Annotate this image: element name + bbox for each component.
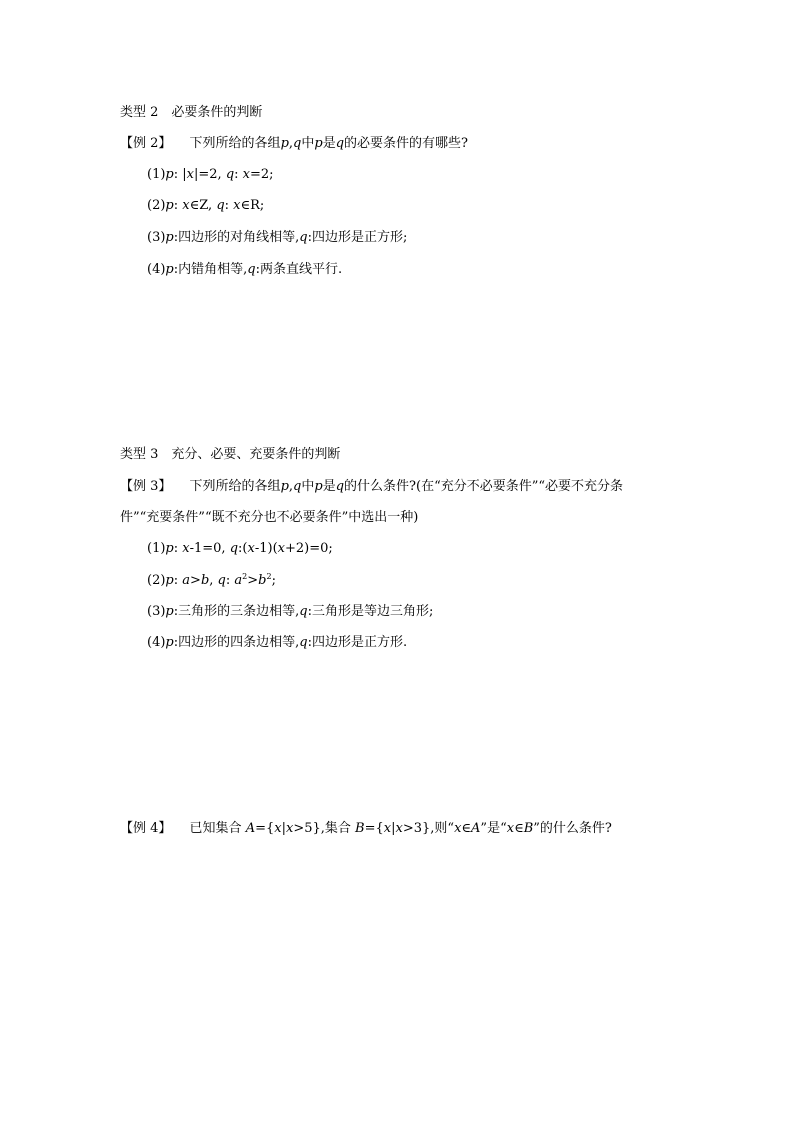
var-p: p: [280, 136, 289, 151]
example-3-item-2: (2)p: a>b, q: $a^2>b^2$;: [147, 572, 276, 588]
example-4-question: 【例 4】 已知集合 A={x|x>5},集合 B={x|x>3},则“x∈A”是“x∈B”的什么条件?: [120, 821, 612, 836]
section-heading-type2: 类型 2 必要条件的判断: [120, 105, 263, 120]
section-heading-type3: 类型 3 充分、必要、充要条件的判断: [120, 447, 341, 462]
example-2-question: 【例 2】 下列所给的各组p,q中p是q的必要条件的有哪些?: [120, 136, 469, 151]
example-3-item-3: (3)p:三角形的三条边相等,q:三角形是等边三角形;: [147, 604, 434, 619]
example-3-question: 【例 3】 下列所给的各组p,q中p是q的什么条件?(在“充分不必要条件”“必要不充分条: [120, 479, 624, 494]
example-2-item-2: (2)p: x∈Z, q: x∈R;: [147, 198, 265, 213]
example-tag: 【例 3】: [120, 479, 172, 494]
example-3-item-4: (4)p:四边形的四条边相等,q:四边形是正方形.: [147, 635, 408, 650]
example-2-item-4: (4)p:内错角相等,q:两条直线平行.: [147, 262, 343, 277]
example-tag: 【例 2】: [120, 136, 172, 151]
example-tag: 【例 4】: [120, 821, 172, 836]
example-3-item-1: (1)p: x-1=0, q:(x-1)(x+2)=0;: [147, 541, 333, 556]
question-text: 下列所给的各组: [189, 136, 281, 151]
var-q: q: [293, 136, 302, 151]
example-2-item-3: (3)p:四边形的对角线相等,q:四边形是正方形;: [147, 230, 408, 245]
example-3-question-continued: 件”“充要条件”“既不充分也不必要条件”中选出一种): [120, 510, 419, 525]
example-2-item-1: (1)p: |x|=2, q: x=2;: [147, 167, 274, 182]
